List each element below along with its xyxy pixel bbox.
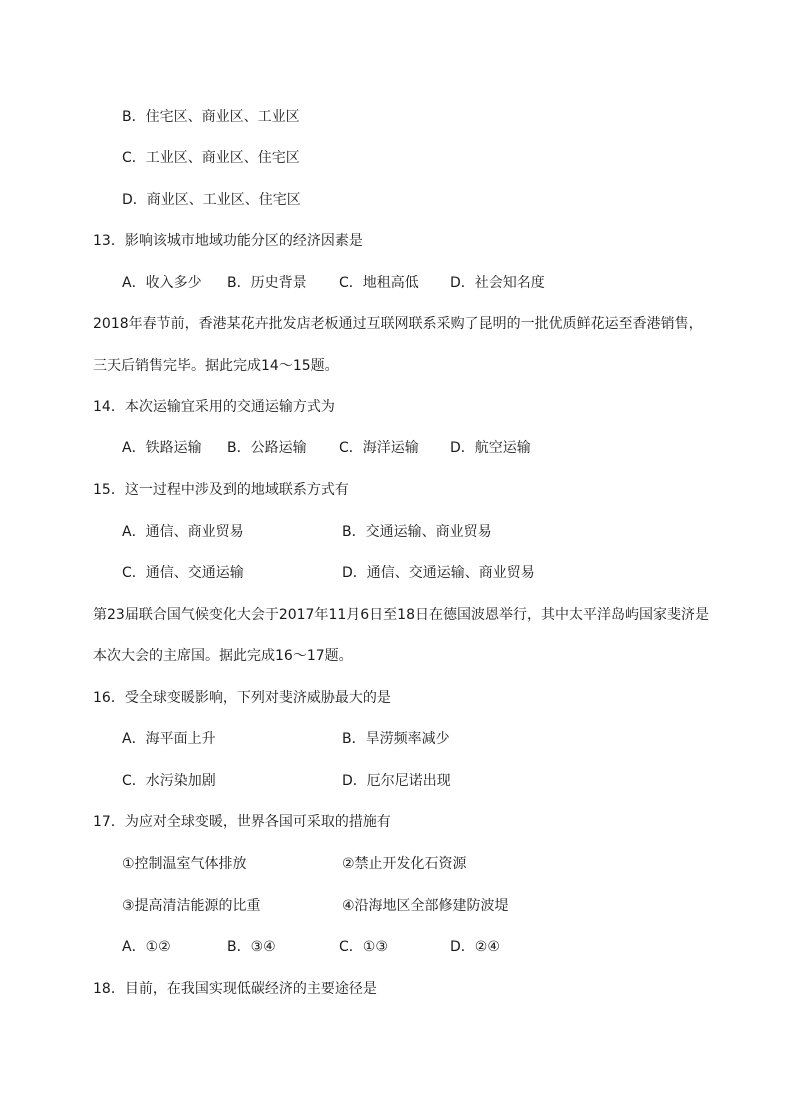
q15-stem: 15．这一过程中涉及到的地域联系方式有 [93, 482, 349, 498]
q16-option-d: D．厄尔尼诺出现 [342, 773, 451, 789]
q14-option-d: D．航空运输 [450, 440, 531, 456]
q13-option-c: C．地租高低 [339, 275, 419, 291]
q17-stem: 17．为应对全球变暖，世界各国可采取的措施有 [93, 814, 391, 830]
q13-options [122, 273, 722, 293]
q13-option-a: A．收入多少 [122, 275, 202, 291]
q14-option-a: A．铁路运输 [122, 440, 202, 456]
q16-option-a: A．海平面上升 [122, 731, 216, 747]
q17-item-4: ④沿海地区全部修建防波堤 [342, 898, 509, 914]
q17-options [122, 937, 722, 957]
q15-option-c: C．通信、交通运输 [122, 565, 244, 581]
q15-option-a: A．通信、商业贸易 [122, 524, 244, 540]
passage-14-15-line1: 2018年春节前，香港某花卉批发店老板通过互联网联系采购了昆明的一批优质鲜花运至香港销售， [93, 316, 703, 332]
q14-stem: 14．本次运输宜采用的交通运输方式为 [93, 399, 335, 415]
q13-option-d: D．社会知名度 [450, 275, 545, 291]
q17-item-2: ②禁止开发化石资源 [342, 856, 467, 872]
q14-option-c: C．海洋运输 [339, 440, 419, 456]
q13-option-b: B．历史背景 [227, 275, 307, 291]
passage-16-17-line1: 第23届联合国气候变化大会于2017年11月6日至18日在德国波恩举行，其中太平洋岛屿国家斐济是 [93, 607, 709, 623]
q16-option-b: B．旱涝频率减少 [342, 731, 450, 747]
q12-option-c: C．工业区、商业区、住宅区 [122, 150, 300, 166]
q16-option-c: C．水污染加剧 [122, 773, 216, 789]
q12-option-b: B．住宅区、商业区、工业区 [122, 109, 300, 125]
q15-option-b: B．交通运输、商业贸易 [342, 524, 492, 540]
q17-item-1: ①控制温室气体排放 [122, 856, 247, 872]
q15-option-d: D．通信、交通运输、商业贸易 [342, 565, 535, 581]
passage-14-15-line2: 三天后销售完毕。据此完成14～15题。 [93, 358, 339, 374]
q16-stem: 16．受全球变暖影响，下列对斐济威胁最大的是 [93, 690, 391, 706]
q17-option-b: B．③④ [227, 939, 276, 955]
passage-16-17-line2: 本次大会的主席国。据此完成16～17题。 [93, 648, 353, 664]
q17-item-3: ③提高清洁能源的比重 [122, 898, 261, 914]
q14-option-b: B．公路运输 [227, 440, 307, 456]
q18-stem: 18．目前，在我国实现低碳经济的主要途径是 [93, 981, 377, 997]
q17-option-c: C．①③ [339, 939, 388, 955]
q17-option-a: A．①② [122, 939, 171, 955]
q14-options [122, 438, 722, 458]
q12-option-d: D．商业区、工业区、住宅区 [122, 192, 301, 208]
q13-stem: 13．影响该城市地域功能分区的经济因素是 [93, 233, 363, 249]
q17-option-d: D．②④ [450, 939, 500, 955]
